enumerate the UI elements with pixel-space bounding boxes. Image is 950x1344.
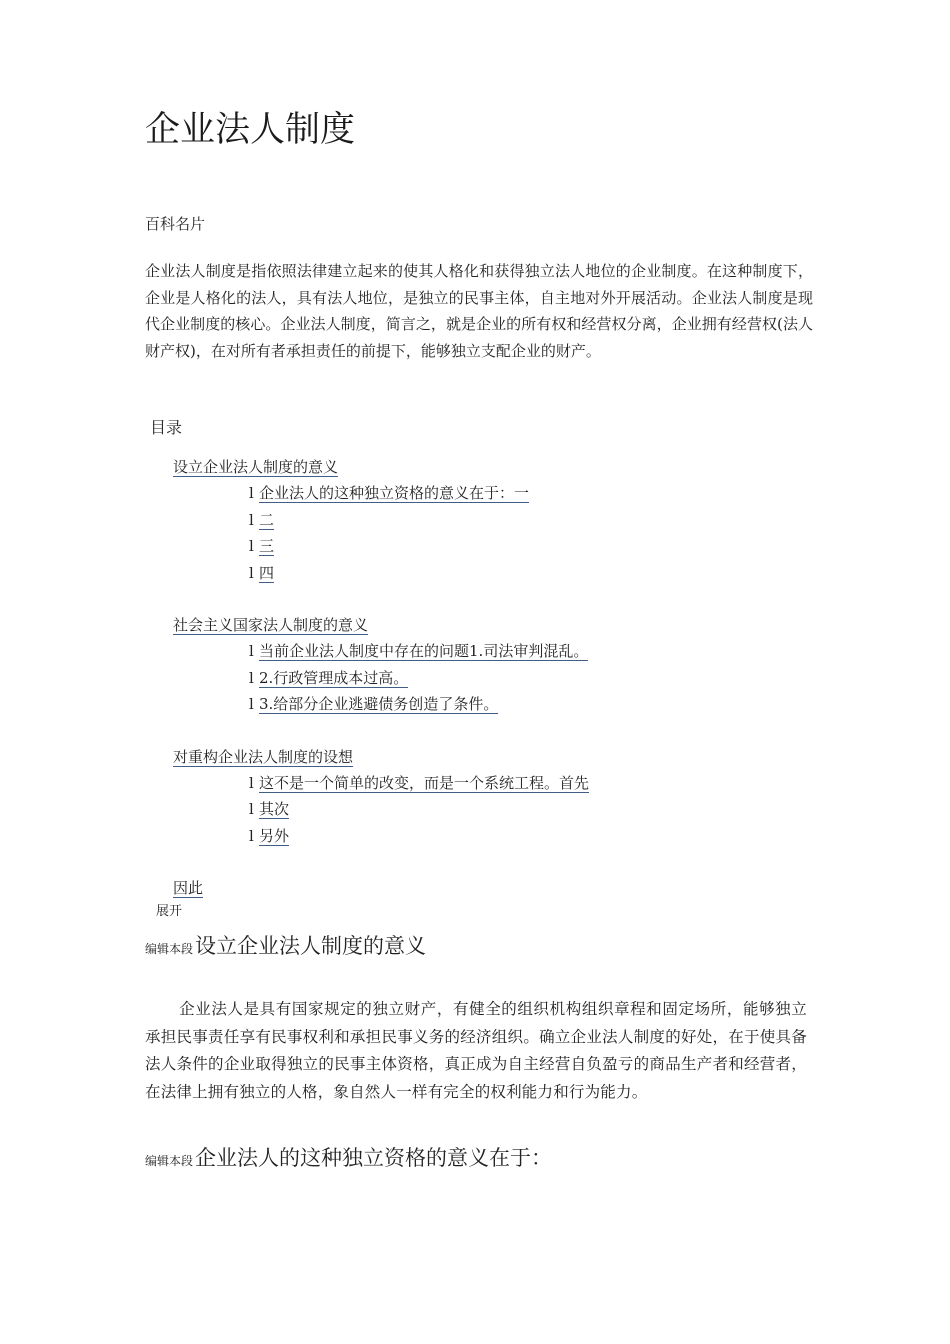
- toc-link-1-2[interactable]: 二: [259, 510, 275, 529]
- toc-link-section-2[interactable]: 社会主义国家法人制度的意义: [173, 616, 369, 634]
- toc-link-2-1[interactable]: 当前企业法人制度中存在的问题1.司法审判混乱。: [259, 642, 589, 660]
- encyclopedia-card-label: 百科名片: [145, 215, 206, 233]
- edit-section-link[interactable]: 编辑本段: [145, 1154, 194, 1168]
- toc-item: [173, 481, 589, 508]
- toc-item: [173, 508, 589, 535]
- bullet: l: [249, 642, 254, 660]
- toc-link-2-3[interactable]: 3.给部分企业逃避债务创造了条件。: [259, 695, 499, 713]
- table-of-contents: [173, 455, 589, 902]
- toc-item: [173, 771, 589, 798]
- bullet: l: [249, 695, 254, 713]
- bullet: l: [249, 563, 254, 582]
- section-1-paragraph: 企业法人是具有国家规定的独立财产，有健全的组织机构组织章程和固定场所，能够独立承担民事责任享有民事权利和承担民事义务的经济组织。确立企业法人制度的好处，在于使具备法人条件的企业取得独立的民事主体资格，真正成为自主经营自负盈亏的商品生产者和经营者，在法律上拥有独立的人格，象自然人一样有完全的权利能力和行为能力。: [145, 1000, 807, 1101]
- toc-link-3-3[interactable]: 另外: [259, 826, 290, 845]
- section-heading-1: [145, 930, 426, 965]
- page-title: 企业法人制度: [145, 110, 356, 150]
- section-heading-text: 企业法人的这种独立资格的意义在于：: [195, 1146, 553, 1170]
- toc-section-2: [173, 613, 589, 639]
- toc-item: [173, 797, 589, 824]
- summary-text: 企业法人制度是指依照法律建立起来的使其人格化和获得独立法人地位的企业制度。在这种制度下，企业是人格化的法人，具有法人地位，是独立的民事主体，自主地对外开展活动。企业法人制度是现代企业制度的核心。企业法人制度，简言之，就是企业的所有权和经营权分离，企业拥有经营权(法人财产权)，在对所有者承担责任的前提下，能够独立支配企业的财产。: [145, 262, 813, 360]
- toc-item: [173, 534, 589, 561]
- bullet: l: [249, 800, 254, 818]
- toc-link-1-4[interactable]: 四: [259, 563, 275, 582]
- toc-link-1-3[interactable]: 三: [259, 537, 275, 555]
- toc-link-3-1[interactable]: 这不是一个简单的改变，而是一个系统工程。首先: [259, 773, 590, 792]
- toc-section-4: [173, 876, 589, 902]
- toc-item: [173, 692, 589, 719]
- section-heading-text: 设立企业法人制度的意义: [195, 934, 427, 958]
- section-heading-2: [145, 1142, 552, 1177]
- toc-link-2-2[interactable]: 2.行政管理成本过高。: [259, 668, 409, 687]
- toc-link-section-3[interactable]: 对重构企业法人制度的设想: [173, 747, 354, 766]
- edit-section-link[interactable]: 编辑本段: [145, 942, 194, 956]
- toc-link-section-1[interactable]: 设立企业法人制度的意义: [173, 458, 339, 476]
- bullet: l: [249, 668, 254, 687]
- summary-paragraph: [145, 258, 813, 364]
- toc-item: [173, 666, 589, 693]
- toc-item: [173, 561, 589, 588]
- toc-link-3-2[interactable]: 其次: [259, 800, 290, 818]
- toc-item: [173, 639, 589, 666]
- bullet: l: [249, 773, 254, 792]
- toc-section-1: [173, 455, 589, 481]
- toc-item: [173, 824, 589, 851]
- expand-toggle[interactable]: 展开: [156, 904, 183, 919]
- bullet: l: [249, 537, 254, 555]
- toc-section-3: [173, 745, 589, 771]
- toc-label: 目录: [150, 418, 183, 437]
- bullet: l: [249, 484, 254, 502]
- section-1-body: [145, 996, 807, 1106]
- bullet: l: [249, 826, 254, 845]
- bullet: l: [249, 510, 254, 529]
- toc-link-1-1[interactable]: 企业法人的这种独立资格的意义在于：一: [259, 484, 530, 502]
- toc-link-section-4[interactable]: 因此: [173, 879, 204, 897]
